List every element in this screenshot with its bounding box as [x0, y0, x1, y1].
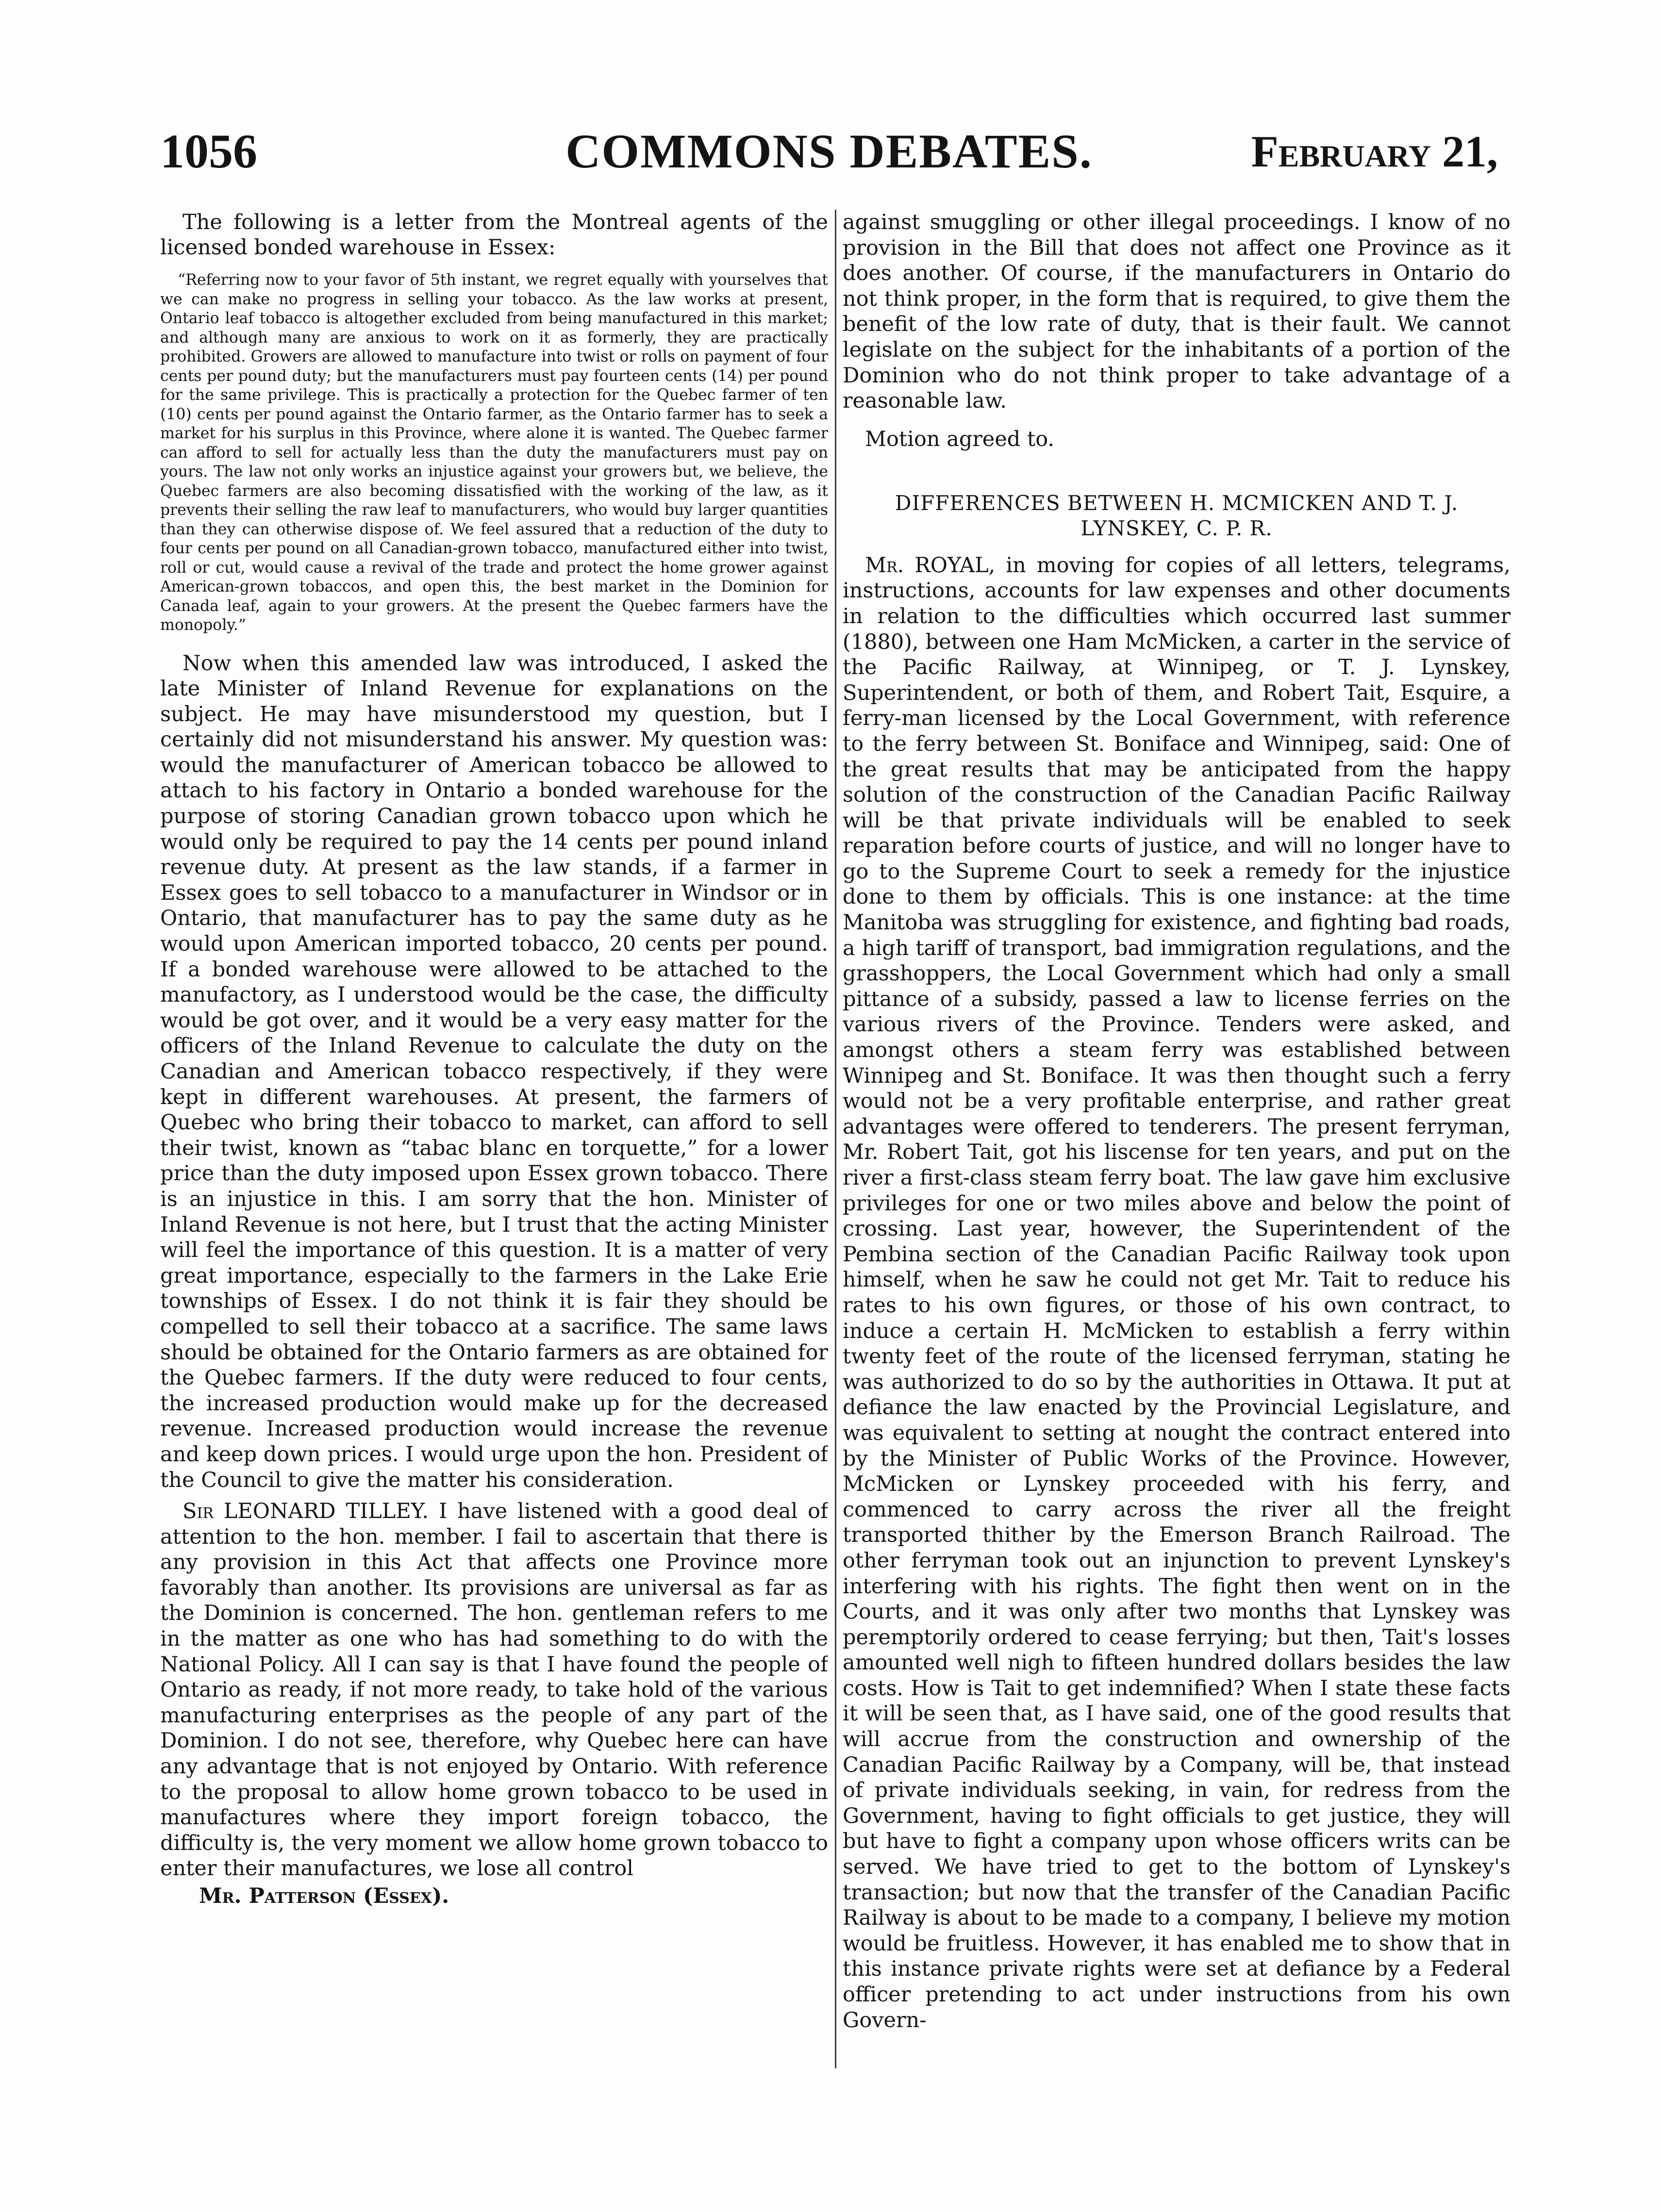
royal-speech [843, 553, 1511, 2033]
speech-paragraph: Now when this amended law was introduced, I asked the late Minister of Inland Revenue for explanations on the subject. He may have misunderstood my question, but I certainly did not misunderstand his answer. My question was: would the manufacturer of American tobacco be allowed to attach to his factory in Ontario a bonded warehouse for the purpose of storing Canadian grown tobacco upon which he would only be required to pay the 14 cents per pound inland revenue duty. At present as the law stands, if a farmer in Essex goes to sell tobacco to a manufacturer in Windsor or in Ontario, that manufacturer has to pay the same duty as he would upon American imported tobacco, 20 cents per pound. If a bonded warehouse were allowed to be attached to the manufactory, as I understood would be the case, the difficulty would be got over, and it would be a very easy matter for the officers of the Inland Revenue to calculate the duty on the Canadian and American tobacco respectively, if they were kept in different warehouses. At present, the farmers of Quebec who bring their tobacco to market, can afford to sell their twist, known as “tabac blanc en torquette,” for a lower price than the duty imposed upon Essex grown tobacco. There is an injustice in this. I am sorry that the hon. Minister of Inland Revenue is not here, but I trust that the acting Minister will feel the importance of this question. It is a matter of very great importance, especially to the farmers in the Lake Erie townships of Essex. I do not think it is fair they should be compelled to sell their tobacco at a sacrifice. The same laws should be obtained for the Ontario farmers as are obtained for the Quebec farmers. If the duty were reduced to four cents, the increased production would make up for the decreased revenue. Increased production would increase the revenue and keep down prices. I would urge upon the hon. President of the Council to give the matter his consideration. [160, 651, 828, 1492]
speaker-name: Sir LEONARD TILLEY. [183, 1499, 429, 1524]
speech-text: I have listened with a good deal of attention to the hon. member. I fail to ascertain that there is any provision in this Act that affects one Province more favorably than another. Its provisions are universal as far as the Dominion is concerned. The hon. gentleman refers to me in the matter as one who has had something to do with the National Policy. All I can say is that I have found the people of Ontario as ready, if not more ready, to take hold of the various manufacturing enterprises as the people of any part of the Dominion. I do not see, therefore, why Quebec here can have any advantage that is not enjoyed by Ontario. With reference to the proposal to allow home grown tobacco to be used in manufactures where they import foreign tobacco, the difficulty is, the very moment we allow home grown tobacco to enter their manufactures, we lose all control [160, 1499, 828, 1881]
page-header [160, 122, 1498, 185]
page-number: 1056 [160, 124, 257, 178]
header-date: February 21, [1251, 127, 1498, 176]
section-heading: DIFFERENCES BETWEEN H. MCMICKEN AND T. J. LYNSKEY, C. P. R. [895, 491, 1459, 540]
right-column [843, 210, 1511, 2102]
left-column [160, 210, 828, 2102]
motion-result: Motion agreed to. [865, 427, 1055, 451]
column-divider [835, 210, 836, 2068]
running-title: COMMONS DEBATES. [565, 124, 1093, 178]
speech-text: in moving for copies of all letters, telegrams, instructions, accounts for law expenses and other documents in relation to the difficulties which occurred last summer (1880), between one Ham McMicken, a carter in the service of the Pacific Railway, at Winnipeg, or T. J. Lynskey, Superintendent, or both of them, and Robert Tait, Esquire, a ferry-man licensed by the Local Government, with reference to the ferry between St. Boniface and Winnipeg, said: One of the great results that may be anticipated from the happy solution of the construction of the Canadian Pacific Railway will be that private individuals will be enabled to seek reparation before courts of justice, and will no longer have to go to the Supreme Court to seek a remedy for the injustice done to them by officials. This is one instance: at the time Manitoba was struggling for existence, and fighting bad roads, a high tariff of transport, bad immigration regulations, and the grasshoppers, the Local Government which had only a small pittance of a subsidy, passed a law to license ferries on the various rivers of the Province. Tenders were asked, and amongst others a steam ferry was established between Winnipeg and St. Boniface. It was then thought such a ferry would not be a very profitable enterprise, and rather great advantages were offered to tenderers. The present ferryman, Mr. Robert Tait, got his liscense for ten years, and put on the river a first-class steam ferry boat. The law gave him exclusive privileges for one or two miles above and below the point of crossing. Last year, however, the Superintendent of the Pembina section of the Canadian Pacific Railway took upon himself, when he saw he could not get Mr. Tait to reduce his rates to his own figures, or those of his own contract, to induce a certain H. McMicken to establish a ferry within twenty feet of the route of the licensed ferryman, stating he was authorized to do so by the authorities in Ottawa. It put at defiance the law enacted by the Provincial Legislature, and was equivalent to setting at nought the contract entered into by the Minister of Public Works of the Province. However, McMicken or Lynskey proceeded with his ferry, and commenced to carry across the river all the freight transported thither by the Emerson Branch Railroad. The other ferryman took out an injunction to prevent Lynskey's interfering with his rights. The fight then went on in the Courts, and it was only after two months that Lynskey was peremptorily ordered to cease ferrying; but then, Tait's losses amounted well nigh to fifteen hundred dollars besides the law costs. How is Tait to get indemnified? When I state these facts it will be seen that, as I have said, one of the good results that will accrue from the construction and ownership of the Canadian Pacific Railway by a Company, will be, that instead of private individuals seeking, in vain, for redress from the Government, having to fight officials to get justice, they will but have to fight a company upon whose officers writs can be served. We have tried to get to the bottom of Lynskey's transaction; but now that the transfer of the Canadian Pacific Railway is about to be made to a company, I believe my motion would be fruitless. However, it has enabled me to show that in this instance private rights were set at defiance by a Federal officer pretending to act under instructions from his own Govern- [843, 553, 1511, 2032]
quoted-letter: “Referring now to your favor of 5th instant, we regret equally with yourselves that we can make no progress in selling your tobacco. As the law works at present, Ontario leaf tobacco is altogether excluded from being manufactured in this market; and although many are anxious to work on it as formerly, they are practically prohibited. Growers are allowed to manufacture into twist or rolls on payment of four cents per pound duty; but the manufacturers must pay fourteen cents (14) per pound for the same privilege. This is practically a protection for the Quebec farmer of ten (10) cents per pound against the Ontario farmer, as the Ontario farmer has to seek a market for his surplus in this Province, where alone it is wanted. The Quebec farmer can afford to sell for actually less than the duty the manufacturers must pay on yours. The law not only works an injustice against your growers but, we believe, the Quebec farmers are also becoming dissatisfied with the working of the law, as it prevents their selling the raw leaf to manufacturers, who would buy larger quantities than they can otherwise dispose of. We feel assured that a reduction of the duty to four cents per pound on all Canadian-grown tobacco, manufactured either into twist, roll or cut, would cause a revival of the trade and protect the home grower against American-grown tobaccos, and open this, the best market in the Dominion for Canada leaf, again to your growers. At the present the Quebec farmers have the monopoly.” [160, 271, 828, 634]
signature-line: Mr. Patterson (Essex). [199, 1884, 449, 1908]
tilley-speech [160, 1499, 828, 1882]
speech-continuation: against smuggling or other illegal proceedings. I know of no provision in the Bill that does not affect one Province as it does another. Of course, if the manufacturers in Ontario do not think proper, in the form that is required, to give them the benefit of the low rate of duty, that is their fault. We cannot legislate on the subject for the inhabitants of a portion of the Dominion who do not think proper to take advantage of a reasonable law. [843, 210, 1511, 413]
speaker-name: Mr. ROYAL, [865, 553, 996, 578]
letter-intro: The following is a letter from the Montreal agents of the licensed bonded warehouse in Essex: [160, 210, 828, 260]
